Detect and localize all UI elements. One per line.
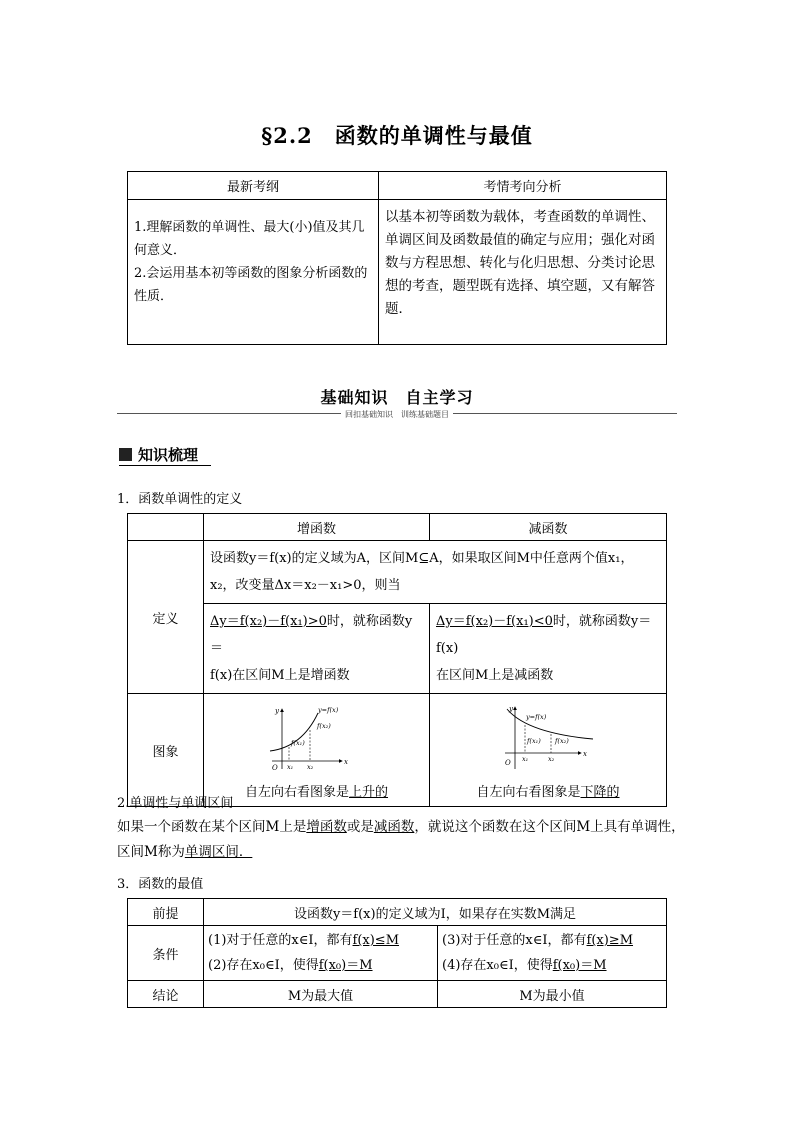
inc-y-label: y	[274, 706, 279, 715]
inc-x-label: x	[343, 757, 348, 766]
heading-square-icon	[119, 448, 132, 461]
ext-row-condition: 条件	[128, 926, 204, 981]
knowledge-heading: 知识梳理	[138, 446, 199, 464]
inc-fx1-label: f(x₁)	[290, 738, 305, 747]
mono-row-graph: 图象	[128, 694, 204, 807]
inc-caption-key: 上升的	[349, 784, 389, 800]
syllabus-right-cell: 以基本初等函数为载体，考查函数的单调性、单调区间及函数最值的确定与应用；强化对函数与方程思想、转化与化归思想、分类讨论思想的考查，题型既有选择、填空题，又有解答题．	[379, 200, 667, 345]
syllabus-left-cell	[128, 200, 379, 345]
item2-text-c: ，就说这个函数在这个区间M上具有单	[414, 819, 645, 835]
ext-cond2-pre: (2)存在x₀∈I，使得	[208, 958, 319, 973]
item1-title: 1．函数单调性的定义	[117, 492, 243, 507]
inc-curve-label: y=f(x)	[317, 705, 338, 714]
mono-row-definition: 定义	[128, 541, 204, 694]
item2-key-interval: 单调区间．	[184, 844, 253, 860]
ext-row-conclusion: 结论	[128, 981, 204, 1008]
mono-def-inc-rest: 时，就称函数y＝	[210, 614, 413, 656]
mono-graph-inc-cell	[204, 694, 430, 807]
ext-concl-min: M为最小值	[438, 981, 667, 1008]
syllabus-header-right: 考情考向分析	[379, 172, 667, 200]
dec-x1-label: x₁	[522, 754, 529, 763]
dec-caption-key: 下降的	[580, 784, 620, 800]
item3-title: 3．函数的最值	[117, 877, 204, 892]
ext-concl-max: M为最大值	[204, 981, 438, 1008]
dec-fx2-label: f(x₂)	[555, 736, 569, 745]
ext-cond3-pre: (3)对于任意的x∈I，都有	[442, 933, 587, 948]
syllabus-left-line2: 2.会运用基本初等函数的图象分析函数的性质．	[134, 266, 368, 304]
ext-cond1-pre: (1)对于任意的x∈I，都有	[208, 933, 353, 948]
mono-def-common	[204, 541, 667, 604]
ext-cond-min	[438, 926, 667, 981]
ext-row-premise: 前提	[128, 899, 204, 926]
dec-curve	[507, 709, 593, 739]
decreasing-graph	[493, 703, 603, 775]
item2-paragraph	[117, 815, 687, 865]
ext-cond2-key: f(x₀)＝M	[318, 958, 373, 973]
inc-x2-label: x₂	[306, 762, 313, 771]
dec-caption	[430, 781, 666, 800]
mono-def-inc-cond: Δy＝f(x₂)－f(x₁)>0	[210, 614, 327, 629]
mono-def-dec-rest: 时，就称函数y＝f(x)	[436, 614, 652, 656]
item2-text-d: 调性，区间M称为	[117, 819, 685, 860]
inc-origin-label: O	[271, 763, 278, 772]
item2-key-inc: 增函数	[306, 819, 347, 835]
section-subtitle-wrap	[0, 409, 794, 420]
syllabus-left-line1: 1.理解函数的单调性、最大(小)值及其几何意义．	[134, 220, 365, 258]
page-title: §2.2 函数的单调性与最值	[261, 123, 533, 148]
dec-x2-label: x₂	[548, 754, 555, 763]
ext-premise-text: 设函数y＝f(x)的定义域为I，如果存在实数M满足	[204, 899, 667, 926]
extreme-table	[127, 898, 667, 1008]
dec-fx1-label: f(x₁)	[527, 736, 541, 745]
dec-caption-pre: 自左向右看图象是	[476, 784, 581, 800]
dec-origin-label: O	[505, 758, 511, 767]
inc-fx2-label: f(x₂)	[316, 721, 331, 730]
mono-def-dec-cond: Δy＝f(x₂)－f(x₁)<0	[436, 614, 553, 629]
mono-def-common-b: x₂，改变量Δx＝x₂－x₁>0，则当	[210, 578, 401, 593]
dec-y-label: y	[509, 704, 513, 713]
item2-text-a: 如果一个函数在某个区间M上是	[117, 819, 307, 835]
section-title: 基础知识 自主学习	[320, 388, 474, 407]
inc-x1-label: x₁	[286, 762, 293, 771]
mono-def-common-a: 设函数y＝f(x)的定义域为A，区间M⊆A，如果取区间M中任意两个值x₁，	[210, 551, 634, 566]
mono-def-inc-line2: f(x)在区间M上是增函数	[210, 668, 350, 683]
dec-x-label: x	[583, 749, 587, 758]
mono-def-inc	[204, 604, 430, 694]
mono-corner	[128, 514, 204, 541]
ext-cond3-key: f(x)≥M	[586, 933, 634, 948]
mono-def-dec	[430, 604, 667, 694]
inc-caption-pre: 自左向右看图象是	[244, 784, 349, 800]
ext-cond4-pre: (4)存在x₀∈I，使得	[442, 958, 553, 973]
ext-cond1-key: f(x)≤M	[352, 933, 400, 948]
mono-col-dec: 减函数	[430, 514, 667, 541]
item2-text-b: 或是	[346, 819, 374, 835]
inc-caption	[204, 781, 429, 800]
section-subtitle: 回扣基础知识 训练基础题目	[341, 410, 453, 419]
knowledge-underline	[119, 465, 211, 466]
mono-graph-dec-cell	[430, 694, 667, 807]
dec-curve-label: y=f(x)	[526, 712, 547, 721]
ext-cond-max	[204, 926, 438, 981]
item2-title: 2.单调性与单调区间	[117, 796, 234, 811]
ext-cond4-key: f(x₀)＝M	[552, 958, 607, 973]
syllabus-header-left: 最新考纲	[128, 172, 379, 200]
mono-def-dec-line2: 在区间M上是减函数	[436, 668, 554, 683]
increasing-graph	[262, 703, 372, 775]
monotonicity-table	[127, 513, 667, 807]
item2-key-dec: 减函数	[373, 819, 415, 835]
mono-col-inc: 增函数	[204, 514, 430, 541]
syllabus-table	[127, 171, 667, 345]
